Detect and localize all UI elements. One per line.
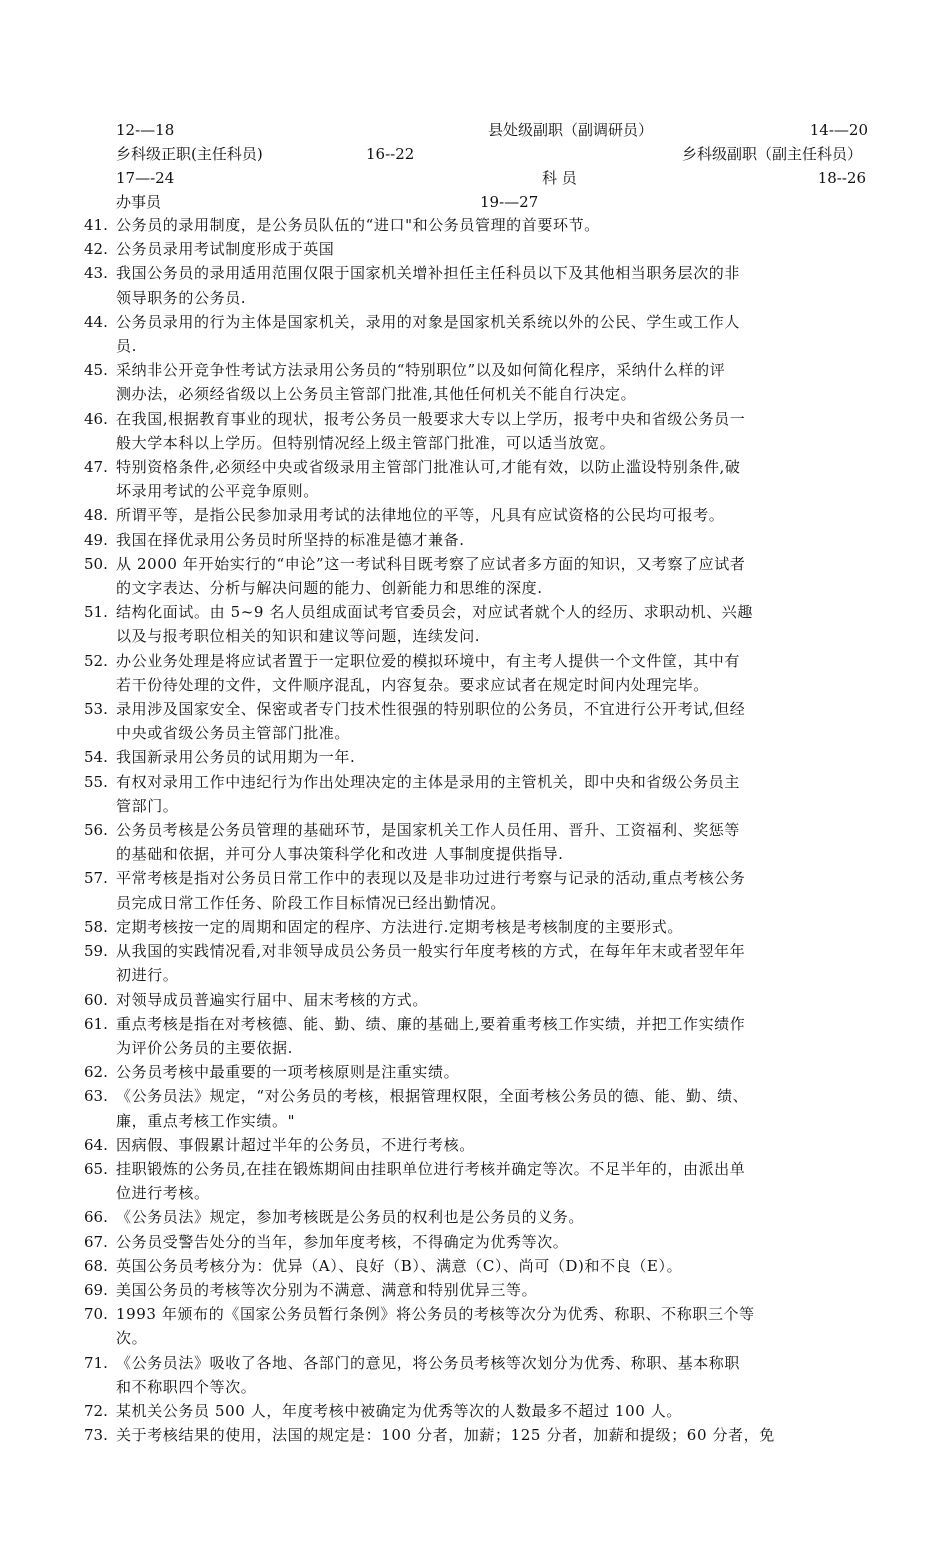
list-item xyxy=(84,939,884,987)
grade-row xyxy=(116,142,868,166)
item-number: 47. xyxy=(84,458,108,477)
item-number: 66. xyxy=(84,1208,108,1227)
item-text: 《公务员法》规定，“对公务员的考核，根据管理权限，全面考核公务员的德、能、勤、绩、 廉，重点考核工作实绩。" xyxy=(116,1087,749,1130)
item-text: 因病假、事假累计超过半年的公务员，不进行考核。 xyxy=(116,1135,475,1154)
item-number: 59. xyxy=(84,942,108,961)
list-item xyxy=(84,697,884,745)
grade-cell-middle: 科 员 xyxy=(542,169,577,187)
item-text: 在我国,根据教育事业的现状，报考公务员一般要求大专以上学历，报考中央和省级公务员一 般大学本科以上学历。但特别情况经上级主管部门批准，可以适当放宽。 xyxy=(116,409,746,452)
list-item xyxy=(84,1399,884,1423)
list-item xyxy=(84,1205,884,1229)
item-number: 46. xyxy=(84,409,108,428)
grade-cell-middle: 县处级副职（副调研员） xyxy=(488,121,654,139)
item-number: 71. xyxy=(84,1353,108,1372)
item-number: 62. xyxy=(84,1063,108,1082)
list-item xyxy=(84,1084,884,1132)
item-number: 56. xyxy=(84,821,108,840)
grade-cell-left: 17—-24 xyxy=(116,169,175,187)
item-number: 73. xyxy=(84,1426,108,1445)
list-item xyxy=(84,988,884,1012)
grade-cell-right: 乡科级副职（副主任科员） xyxy=(681,145,862,163)
list-item xyxy=(84,1133,884,1157)
item-number: 70. xyxy=(84,1305,108,1324)
item-number: 60. xyxy=(84,990,108,1009)
item-text: 《公务员法》规定，参加考核既是公务员的权利也是公务员的义务。 xyxy=(116,1208,585,1227)
item-number: 42. xyxy=(84,240,108,259)
item-number: 65. xyxy=(84,1159,108,1178)
list-item xyxy=(84,261,884,309)
list-item xyxy=(84,649,884,697)
list-item xyxy=(84,237,884,261)
list-item xyxy=(84,1351,884,1399)
item-text: 公务员考核中最重要的一项考核原则是注重实绩。 xyxy=(116,1063,460,1082)
item-number: 64. xyxy=(84,1135,108,1154)
list-item xyxy=(84,1302,884,1350)
list-item xyxy=(84,528,884,552)
item-text: 我国新录用公务员的试用期为一年. xyxy=(116,748,356,767)
list-item xyxy=(84,866,884,914)
item-text: 从我国的实践情况看,对非领导成员公务员一般实行年度考核的方式，在每年年末或者翌年年 初进行。 xyxy=(116,942,746,985)
item-text: 公务员录用考试制度形成于英国 xyxy=(116,240,335,259)
item-text: 所谓平等，是指公民参加录用考试的法律地位的平等，凡具有应试资格的公民均可报考。 xyxy=(116,506,725,525)
item-text: 《公务员法》吸收了各地、各部门的意见，将公务员考核等次划分为优秀、称职、基本称职 和不称职四个等次。 xyxy=(116,1353,741,1396)
item-text: 美国公务员的考核等次分别为不满意、满意和特别优异三等。 xyxy=(116,1280,538,1299)
list-item xyxy=(84,818,884,866)
list-item xyxy=(84,770,884,818)
list-item xyxy=(84,1060,884,1084)
list-item xyxy=(84,310,884,358)
list-item xyxy=(84,1157,884,1205)
item-text: 对领导成员普遍实行届中、届末考核的方式。 xyxy=(116,990,429,1009)
grade-cell-left: 乡科级正职(主任科员) xyxy=(116,145,263,163)
item-text: 某机关公务员 500 人，年度考核中被确定为优秀等次的人数最多不超过 100 人。 xyxy=(116,1401,682,1420)
item-text: 我国在择优录用公务员时所坚持的标准是德才兼备. xyxy=(116,530,465,549)
grade-cell-middle: 19-—27 xyxy=(480,193,539,211)
grade-cell-left: 12-—18 xyxy=(116,121,175,139)
grade-cell-right: 14-—20 xyxy=(809,121,868,139)
list-item xyxy=(84,1254,884,1278)
item-number: 57. xyxy=(84,869,108,888)
item-number: 49. xyxy=(84,530,108,549)
item-text: 我国公务员的录用适用范围仅限于国家机关增补担任主任科员以下及其他相当职务层次的非 领导职务的公务员. xyxy=(116,264,741,307)
item-text: 结构化面试。由 5~9 名人员组成面试考官委员会，对应试者就个人的经历、求职动机、兴趣 以及与报考职位相关的知识和建议等问题，连续发问. xyxy=(116,603,753,646)
list-item xyxy=(84,1423,884,1447)
item-number: 67. xyxy=(84,1232,108,1251)
grade-row xyxy=(116,118,868,142)
list-item xyxy=(84,745,884,769)
item-text: 1993 年颁布的《国家公务员暂行条例》将公务员的考核等次分为优秀、称职、不称职三个等 次。 xyxy=(116,1305,755,1348)
item-number: 53. xyxy=(84,700,108,719)
item-text: 采纳非公开竞争性考试方法录用公务员的“特别职位”以及如何简化程序，采纳什么样的评 测办法，必须经省级以上公务员主管部门批准,其他任何机关不能自行决定。 xyxy=(116,361,726,404)
list-item xyxy=(84,407,884,455)
list-item xyxy=(84,503,884,527)
item-text: 定期考核按一定的周期和固定的程序、方法进行.定期考核是考核制度的主要形式。 xyxy=(116,917,683,936)
item-number: 58. xyxy=(84,917,108,936)
item-number: 50. xyxy=(84,554,108,573)
list-item xyxy=(84,915,884,939)
grade-cell-right: 18--26 xyxy=(817,169,866,187)
list-item xyxy=(84,1278,884,1302)
item-text: 录用涉及国家安全、保密或者专门技术性很强的特别职位的公务员，不宜进行公开考试,但经 中央或省级公务员主管部门批准。 xyxy=(116,700,746,743)
item-number: 68. xyxy=(84,1256,108,1275)
grade-cell-middle: 16--22 xyxy=(366,145,415,163)
item-text: 公务员的录用制度，是公务员队伍的“进口"和公务员管理的首要环节。 xyxy=(116,216,600,234)
list-item xyxy=(84,213,884,237)
item-text: 关于考核结果的使用，法国的规定是：100 分者，加薪；125 分者，加薪和提级；60 分者，免 xyxy=(116,1426,775,1445)
item-number: 41. xyxy=(84,216,108,234)
item-text: 从 2000 年开始实行的“申论”这一考试科目既考察了应试者多方面的知识，又考察了应试者 的文字表达、分析与解决问题的能力、创新能力和思维的深度. xyxy=(116,554,746,598)
item-number: 44. xyxy=(84,312,108,331)
list-item xyxy=(84,552,884,600)
grade-row xyxy=(116,166,868,190)
item-text: 公务员考核是公务员管理的基础环节，是国家机关工作人员任用、晋升、工资福利、奖惩等 的基础和依据，并可分人事决策科学化和改进 人事制度提供指导. xyxy=(116,821,741,864)
grade-row xyxy=(116,190,868,214)
item-text: 有权对录用工作中违纪行为作出处理决定的主体是录用的主管机关，即中央和省级公务员主 管部门。 xyxy=(116,772,741,815)
item-number: 51. xyxy=(84,603,108,622)
item-text: 英国公务员考核分为：优异（A）、良好（B）、满意（C）、尚可（D)和不良（E）。 xyxy=(116,1256,683,1275)
list-item xyxy=(84,600,884,648)
item-number: 52. xyxy=(84,651,108,670)
item-number: 63. xyxy=(84,1087,108,1106)
item-number: 55. xyxy=(84,772,108,791)
list-item xyxy=(84,1012,884,1060)
item-text: 公务员受警告处分的当年，参加年度考核，不得确定为优秀等次。 xyxy=(116,1232,569,1251)
item-number: 48. xyxy=(84,506,108,525)
item-number: 43. xyxy=(84,264,108,283)
item-text: 特别资格条件,必须经中央或省级录用主管部门批准认可,才能有效，以防止滥设特别条件,破 坏录用考试的公平竞争原则。 xyxy=(116,458,741,501)
item-text: 办公业务处理是将应试者置于一定职位爱的模拟环境中，有主考人提供一个文件筐，其中有 若干份待处理的文件，文件顺序混乱，内容复杂。要求应试者在规定时间内处理完毕。 xyxy=(116,651,741,694)
numbered-item-list xyxy=(84,213,884,1447)
list-item xyxy=(84,455,884,503)
item-text: 平常考核是指对公务员日常工作中的表现以及是非功过进行考察与记录的活动,重点考核公务 员完成日常工作任务、阶段工作目标情况已经出勤情况。 xyxy=(116,869,746,912)
item-number: 69. xyxy=(84,1280,108,1299)
list-item xyxy=(84,1230,884,1254)
item-text: 重点考核是指在对考核德、能、勤、绩、廉的基础上,要着重考核工作实绩，并把工作实绩作 为评价公务员的主要依据. xyxy=(116,1014,746,1057)
item-text: 挂职锻炼的公务员,在挂在锻炼期间由挂职单位进行考核并确定等次。不足半年的，由派出单 位进行考核。 xyxy=(116,1159,746,1203)
item-number: 54. xyxy=(84,748,108,767)
item-number: 72. xyxy=(84,1401,108,1420)
item-number: 45. xyxy=(84,361,108,380)
grade-cell-left: 办事员 xyxy=(116,193,162,211)
item-text: 公务员录用的行为主体是国家机关，录用的对象是国家机关系统以外的公民、学生或工作人 员. xyxy=(116,312,741,356)
item-number: 61. xyxy=(84,1014,108,1033)
list-item xyxy=(84,358,884,406)
